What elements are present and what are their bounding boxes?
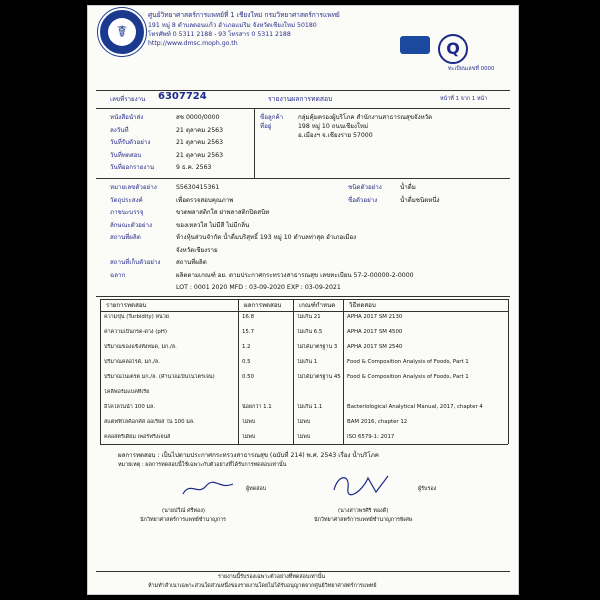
report-title: รายงานผลการทดสอบ xyxy=(268,95,333,103)
customer-value: 198 หมู่ 10 ถนนเชียงใหม่ xyxy=(298,123,369,130)
org-line-1: ศูนย์วิทยาศาสตร์การแพทย์ที่ 1 เชียงใหม่ กรมวิทยาศาสตร์การแพทย์ xyxy=(148,11,340,19)
table-header: รายการทดสอบ xyxy=(106,302,147,309)
signer-1-title: นักวิทยาศาสตร์การแพทย์ชำนาญการ xyxy=(140,517,226,523)
customer-value: กลุ่มคุ้มครองผู้บริโภค สำนักงานสาธารณสุขจังหวัด xyxy=(298,114,433,121)
table-cell: ไม่พบ xyxy=(242,434,256,440)
table-cell: อีโคไลในน้ำ 100 มล. xyxy=(104,404,156,410)
table-cell: APHA 2017 SM 2540 xyxy=(347,344,403,350)
sample-label: วัตถุประสงค์ xyxy=(110,196,143,204)
sample-value: จังหวัดเชียงราย xyxy=(176,246,218,254)
table-cell: 1.2 xyxy=(242,344,251,350)
table-cell: ปริมาณของแข็งทั้งหมด, มก./ล. xyxy=(104,344,177,350)
sample-value: สถานที่ผลิต xyxy=(176,259,207,266)
sample-value: เพื่อตรวจสอบคุณภาพ xyxy=(176,196,234,204)
report-no-value: 6307724 xyxy=(158,91,207,102)
table-cell: ไม่ได้มาตรฐาน 3 xyxy=(297,344,338,350)
table-cell: ไม่เกิน 1.1 xyxy=(297,404,323,410)
org-line-3: โทรศัพท์ 0 5311 2188 - 93 โทรสาร 0 5311 2188 xyxy=(148,31,291,38)
table-cell: ไม่พบ xyxy=(297,434,311,440)
sample-value-2: น้ำดื่ม xyxy=(400,184,416,191)
table-cell: ปริมาณคลอไรด์, มก./ล. xyxy=(104,359,160,365)
table-cell: 15.7 xyxy=(242,329,255,335)
info-value: สช 0000/0000 xyxy=(176,114,220,121)
info-value: 21 ตุลาคม 2563 xyxy=(176,139,224,146)
customer-value: อ.เมืองฯ จ.เชียงราย 57000 xyxy=(298,132,373,139)
table-cell: 0.50 xyxy=(242,374,255,380)
sample-value: ของเหลวใส ไม่มีสี ไม่มีกลิ่น xyxy=(176,221,250,229)
table-cell: Food & Composition Analysis of Foods, Part 1 xyxy=(347,359,469,365)
footer-line-1: รายงานนี้รับรองเฉพาะตัวอย่างที่ทดสอบเท่านั้น xyxy=(218,574,326,580)
info-value: 9 ธ.ค. 2563 xyxy=(176,164,212,171)
info-label: วันที่ทดสอบ xyxy=(110,151,142,159)
table-cell: ไม่เกิน 1 xyxy=(297,359,318,365)
sample-value: ผลิตตามเกณฑ์ อย. ตามประกาศกระทรวงสาธารณสุข เลขทะเบียน 57-2-00000-2-0000 xyxy=(176,271,414,279)
quality-q-logo: Q xyxy=(438,34,468,64)
dmsc-emblem-logo: ☤ xyxy=(98,8,146,56)
info-label: วันที่ออกรายงาน xyxy=(110,164,155,171)
table-cell: ความขุ่น (Turbidity) หน่วย xyxy=(104,314,169,320)
table-header: เกณฑ์กำหนด xyxy=(299,302,336,309)
table-cell: APHA 2017 SM 2130 xyxy=(347,314,403,320)
table-cell: ไม่เกิน 21 xyxy=(297,314,321,320)
org-line-4: http://www.dmsc.moph.go.th xyxy=(148,40,238,47)
conclusion-text: ผลการทดสอบ : เป็นไปตามประกาศกระทรวงสาธารณสุข (ฉบับที่ 214) พ.ศ. 2543 เรื่อง น้ำบริโภค xyxy=(118,452,379,459)
table-cell: Food & Composition Analysis of Foods, Part 1 xyxy=(347,374,469,380)
report-page xyxy=(88,6,518,594)
info-label: วันที่รับตัวอย่าง xyxy=(110,139,151,146)
sample-label-2: ชนิดตัวอย่าง xyxy=(348,184,382,191)
sample-value: S5630415361 xyxy=(176,184,220,191)
table-cell: ค่าความเป็นกรด-ด่าง (pH) xyxy=(104,329,167,335)
table-cell: สแตฟฟิโลค็อกคัส ออเรียส ใน 100 มล. xyxy=(104,419,195,425)
page-indicator: หน้าที่ 1 จาก 1 หน้า xyxy=(440,96,488,102)
approver-signature xyxy=(328,470,398,498)
table-cell: 0.5 xyxy=(242,359,251,365)
org-line-2: 191 หมู่ 8 ตำบลดอนแก้ว อำเภอแม่ริม จังหวัดเชียงใหม่ 50180 xyxy=(148,22,317,29)
accreditation-logo xyxy=(400,36,430,54)
info-value: 21 ตุลาคม 2563 xyxy=(176,151,224,159)
report-no-label: เลขที่รายงาน xyxy=(110,96,146,103)
sample-label: สถานที่เก็บตัวอย่าง xyxy=(110,259,161,266)
table-cell: ไม่พบ xyxy=(297,419,311,425)
table-header: ผลการทดสอบ xyxy=(244,302,282,309)
table-cell: 16.8 xyxy=(242,314,255,320)
cert-number: ทะเบียนเลขที่ 0000 xyxy=(448,66,495,72)
sample-label: ภาชนะบรรจุ xyxy=(110,209,144,216)
table-cell: น้อยกว่า 1.1 xyxy=(242,404,272,410)
table-cell: ISO 6579-1: 2017 xyxy=(347,434,395,440)
table-cell: APHA 2017 SM 4500 xyxy=(347,329,403,335)
sample-value: ขวดพลาสติกใส ฝาพลาสติกปิดสนิท xyxy=(176,209,270,216)
sample-label: หมายเลขตัวอย่าง xyxy=(110,184,157,191)
table-cell: ไม่พบ xyxy=(242,419,256,425)
tester-signature xyxy=(178,476,238,500)
table-cell: ปริมาณไนเตรต มก./ล. (คำนวณเป็นไนโตรเจน) xyxy=(104,374,215,380)
info-label: หนังสือนำส่ง xyxy=(110,114,144,121)
sample-label: ลักษณะตัวอย่าง xyxy=(110,221,153,229)
table-cell: โคลิฟอร์มแบคทีเรีย xyxy=(104,389,150,395)
table-cell: ไม่เกิน 6.5 xyxy=(297,329,323,335)
signer-2-title: นักวิทยาศาสตร์การแพทย์ชำนาญการพิเศษ xyxy=(314,517,413,523)
signer-2-role: ผู้รับรอง xyxy=(418,486,437,492)
sample-label-2: ชื่อตัวอย่าง xyxy=(348,196,378,204)
customer-label: ที่อยู่ xyxy=(260,123,272,130)
sample-value: ห้างหุ้นส่วนจำกัด น้ำดื่มบริสุทธิ์ 193 หมู่ 10 ตำบลท่าสุด อำเภอเมือง xyxy=(176,234,357,241)
table-cell: Bacteriological Analytical Manual, 2017, chapter 4 xyxy=(347,404,483,410)
info-value: 21 ตุลาคม 2563 xyxy=(176,126,224,134)
table-cell: คลอสตริเดียม เพอร์ฟริงเจนส์ xyxy=(104,434,171,440)
signer-1-role: ผู้ทดสอบ xyxy=(246,486,267,492)
table-cell: BAM 2016, chapter 12 xyxy=(347,419,408,425)
table-cell: ไม่ได้มาตรฐาน 45 xyxy=(297,374,341,380)
sample-value: LOT : 0001 2020 MFD : 03-09-2020 EXP : 03-09-2021 xyxy=(176,284,341,291)
table-header: วิธีทดสอบ xyxy=(349,302,376,309)
signer-1-name: (นายปวีณ์ ศรีทอง) xyxy=(162,508,205,514)
footer-line-2: ห้ามทำสำเนาเฉพาะส่วนใดส่วนหนึ่งของรายงานโดยไม่ได้รับอนุญาตจากศูนย์วิทยาศาสตร์การแพทย์ xyxy=(148,583,377,589)
sample-label: ฉลาก xyxy=(110,271,126,279)
sample-label: สถานที่ผลิต xyxy=(110,234,141,241)
signer-2-name: (นางสาวพรศิริ ทองดี) xyxy=(338,508,389,514)
note-text: หมายเหตุ : ผลการทดสอบนี้ใช้เฉพาะกับตัวอย่างที่ได้รับการทดสอบเท่านั้น xyxy=(118,462,287,468)
info-label: ลงวันที่ xyxy=(110,126,129,134)
customer-label: ชื่อลูกค้า xyxy=(260,114,284,121)
sample-value-2: น้ำดื่มชนิดหนึ่ง xyxy=(400,196,440,204)
